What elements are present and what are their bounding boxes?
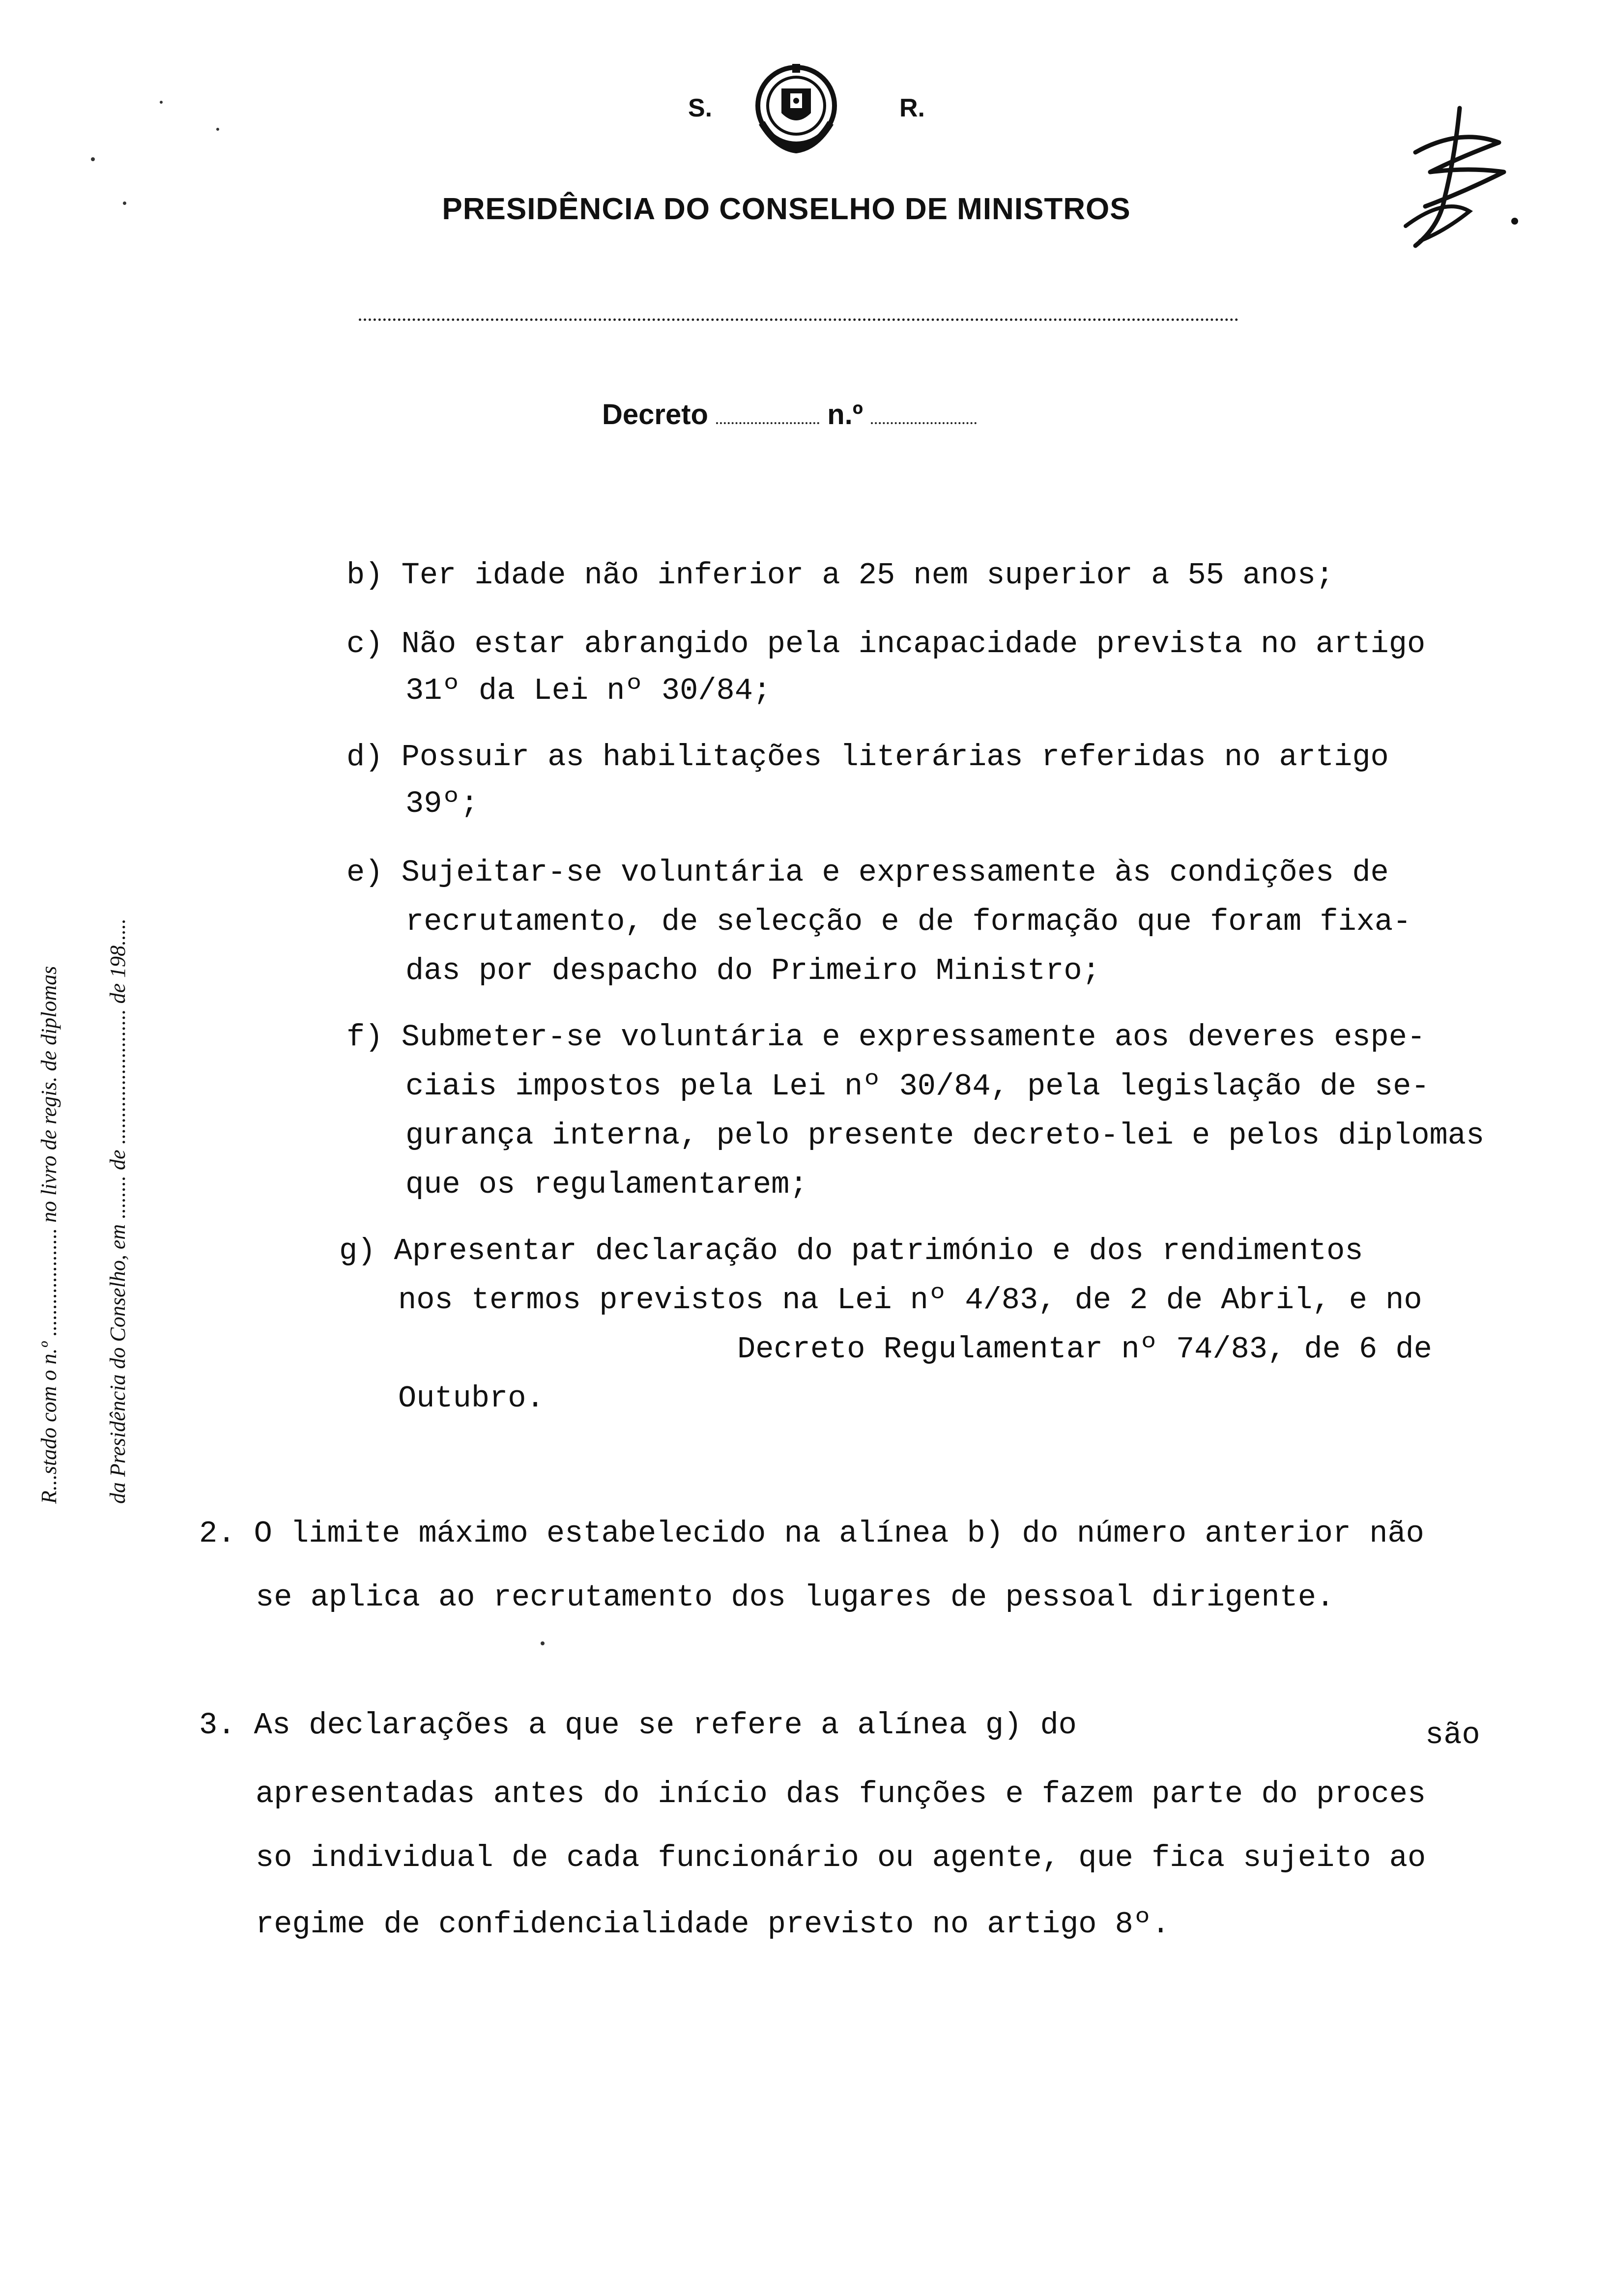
registration-note	[34, 619, 172, 1504]
item-g-line-3: Decreto Regulamentar nº 74/83, de 6 de	[737, 1332, 1432, 1367]
item-e-line-3: das por despacho do Primeiro Ministro;	[405, 953, 1100, 988]
paragraph-3-line-3: so individual de cada funcionário ou agente, que fica sujeito ao	[256, 1840, 1426, 1875]
paragraph-2-line-1: 2. O limite máximo estabelecido na alínea b) do número anterior não	[199, 1516, 1424, 1551]
item-e-line-1: e) Sujeitar-se voluntária e expressamente às condições de	[346, 855, 1389, 890]
paragraph-3-line-4: regime de confidencialidade previsto no artigo 8º.	[256, 1907, 1170, 1942]
registration-note-line-2: da Presidência do Conselho, em ........ de ......................... de 198.....	[106, 918, 130, 1504]
item-b-line-1: b) Ter idade não inferior a 25 nem superior a 55 anos;	[346, 558, 1334, 593]
decree-number-line	[602, 398, 977, 431]
number-blank	[871, 417, 977, 424]
paragraph-2-line-2: se aplica ao recrutamento dos lugares de pessoal dirigente.	[256, 1580, 1335, 1615]
item-f-line-4: que os regulamentarem;	[405, 1167, 808, 1202]
paragraph-3-line-2: apresentadas antes do início das funções e fazem parte do proces	[256, 1777, 1426, 1811]
header-divider	[359, 318, 1238, 321]
paragraph-3-line-1: 3. As declarações a que se refere a alínea g) do	[199, 1708, 1077, 1743]
decree-blank	[716, 417, 819, 424]
item-c-line-1: c) Não estar abrangido pela incapacidade prevista no artigo	[346, 627, 1426, 661]
ministry-title: PRESIDÊNCIA DO CONSELHO DE MINISTROS	[442, 192, 1131, 226]
letter-r: R.	[899, 94, 925, 122]
letter-s: S.	[688, 94, 713, 122]
letterhead	[0, 59, 1612, 265]
coat-of-arms-icon	[747, 59, 845, 162]
item-g-line-4: Outubro.	[398, 1381, 545, 1416]
item-f-line-3: gurança interna, pelo presente decreto-lei e pelos diplomas	[405, 1118, 1485, 1153]
item-g-line-1: g) Apresentar declaração do património e dos rendimentos	[339, 1234, 1363, 1268]
scan-speck	[123, 201, 126, 205]
scan-speck	[91, 157, 95, 161]
scan-speck	[216, 128, 219, 131]
item-e-line-2: recrutamento, de selecção e de formação que foram fixa-	[405, 904, 1411, 939]
item-d-line-2: 39º;	[405, 786, 479, 821]
item-f-line-1: f) Submeter-se voluntária e expressamente aos deveres espe-	[346, 1020, 1426, 1055]
item-d-line-1: d) Possuir as habilitações literárias referidas no artigo	[346, 740, 1389, 775]
handwritten-signature	[1386, 98, 1524, 256]
scan-speck	[541, 1641, 545, 1645]
item-g-line-2: nos termos previstos na Lei nº 4/83, de 2 de Abril, e no	[398, 1283, 1422, 1318]
paragraph-3-line-1-end: são	[1425, 1718, 1480, 1752]
item-c-line-2: 31º da Lei nº 30/84;	[405, 673, 772, 708]
numero-label: n.º	[827, 399, 863, 430]
scan-speck	[160, 101, 163, 104]
decreto-label: Decreto	[602, 399, 708, 430]
item-f-line-2: ciais impostos pela Lei nº 30/84, pela legislação de se-	[405, 1069, 1430, 1104]
registration-note-line-1: R...stado com o n.º .................... no livro de regis. de diplomas	[37, 966, 61, 1504]
